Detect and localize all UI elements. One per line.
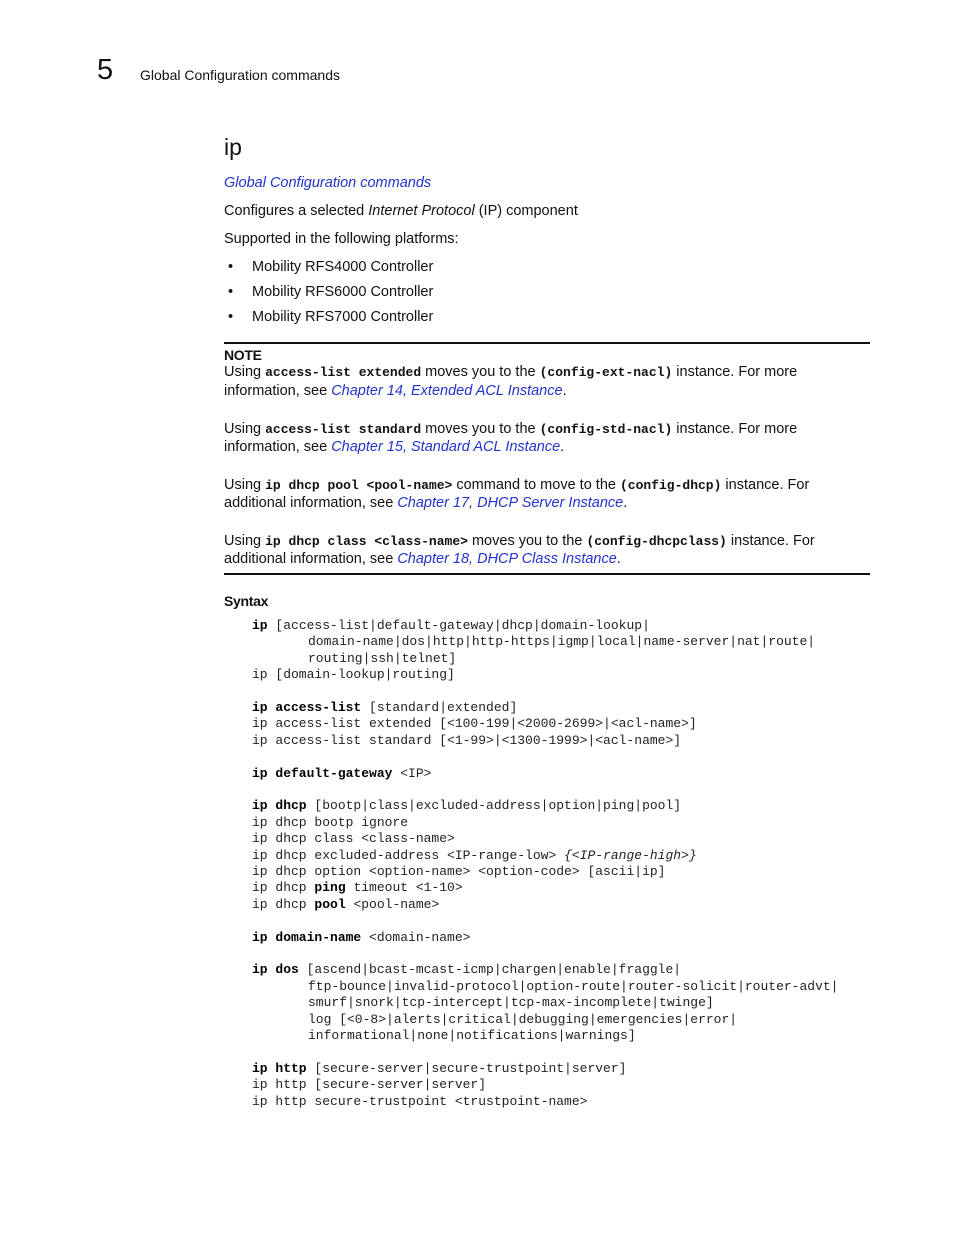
code-line: domain-name|dos|http|http-https|igmp|local|name-server|nat|route| xyxy=(308,634,816,650)
code-line xyxy=(252,880,839,896)
note-text: command to move to the xyxy=(452,477,620,493)
code-line: ip access-list standard [<1-99>|<1300-1999>|<acl-name>] xyxy=(252,732,682,748)
code-line xyxy=(252,848,839,864)
note-item-3-line-1 xyxy=(224,476,809,495)
code-text: [ascend|bcast-mcast-icmp|chargen|enable|fraggle| xyxy=(298,962,682,978)
code-line: ftp-bounce|invalid-protocol|option-route|router-solicit|router-advt| xyxy=(308,978,839,994)
chapter-number: 5 xyxy=(97,54,114,86)
note-instance: (config-ext-nacl) xyxy=(539,365,673,380)
code-gap xyxy=(252,946,839,962)
code-keyword: pool xyxy=(314,896,346,912)
chapter-title: Global Configuration commands xyxy=(140,67,340,83)
code-line: ip [domain-lookup|routing] xyxy=(252,667,455,683)
note-item-4-line-2 xyxy=(224,550,621,568)
note-text: Using xyxy=(224,533,266,549)
note-item-1-line-1 xyxy=(224,363,797,382)
code-optional: {<IP-range-high>} xyxy=(564,847,697,863)
note-instance: (config-dhcpclass) xyxy=(586,534,727,549)
breadcrumb-link[interactable]: Global Configuration commands xyxy=(224,175,432,191)
note-text: moves you to the xyxy=(421,421,540,437)
code-text: <domain-name> xyxy=(361,929,471,945)
note-command: access-list standard xyxy=(265,422,422,437)
note-instance: (config-dhcp) xyxy=(619,478,722,493)
page-title: ip xyxy=(224,134,242,160)
note-text: Using xyxy=(224,364,266,380)
code-text: ip dhcp excluded-address <IP-range-low> xyxy=(252,847,565,863)
note-text: . xyxy=(560,439,565,455)
code-line: log [<0-8>|alerts|critical|debugging|emergencies|error| xyxy=(308,1011,738,1027)
code-gap xyxy=(252,1044,839,1060)
code-line: ip dhcp option <option-name> <option-code> [ascii|ip] xyxy=(252,864,666,880)
syntax-label: Syntax xyxy=(224,593,269,609)
note-item-4-line-1 xyxy=(224,532,815,551)
code-line xyxy=(252,766,839,782)
code-line: ip access-list extended [<100-199|<2000-2699>|<acl-name>] xyxy=(252,716,697,732)
note-text: . xyxy=(616,551,621,567)
list-item: Mobility RFS6000 Controller xyxy=(252,284,434,300)
code-text: [access-list|default-gateway|dhcp|domain-lookup| xyxy=(267,618,650,633)
code-line: ip dhcp class <class-name> xyxy=(252,831,455,847)
code-keyword: ip dhcp xyxy=(252,798,307,814)
description xyxy=(224,202,578,220)
code-keyword: ip dos xyxy=(252,962,299,978)
note-item-3-line-2 xyxy=(224,494,627,512)
chapter-14-link[interactable]: Chapter 14, Extended ACL Instance xyxy=(331,383,563,399)
note-label: NOTE xyxy=(224,347,262,363)
note-text: instance. For xyxy=(721,477,810,493)
code-line xyxy=(252,1061,839,1077)
syntax-code-block xyxy=(252,618,839,1110)
bullet-icon: • xyxy=(228,284,234,300)
code-gap xyxy=(252,684,839,700)
note-text: moves you to the xyxy=(467,533,587,549)
code-line xyxy=(252,897,839,913)
note-text: . xyxy=(623,495,628,511)
note-text: . xyxy=(562,383,567,399)
description-pre: Configures a selected xyxy=(224,203,369,219)
code-keyword: ping xyxy=(314,880,346,896)
note-item-2-line-2 xyxy=(224,438,564,456)
code-text: [bootp|class|excluded-address|option|ping|pool] xyxy=(306,798,682,814)
code-text: ip dhcp xyxy=(252,896,315,912)
chapter-15-link[interactable]: Chapter 15, Standard ACL Instance xyxy=(331,439,561,455)
code-text: [standard|extended] xyxy=(361,700,518,716)
code-text: <IP> xyxy=(392,765,432,781)
code-line: smurf|snork|tcp-intercept|tcp-max-incomplete|twinge] xyxy=(308,995,714,1011)
code-line: routing|ssh|telnet] xyxy=(308,650,457,666)
code-line: ip dhcp bootp ignore xyxy=(252,814,409,830)
note-text: Using xyxy=(224,421,266,437)
note-top-rule xyxy=(224,342,870,344)
code-gap xyxy=(252,913,839,929)
code-text: timeout <1-10> xyxy=(345,880,463,896)
note-text: information, see xyxy=(224,383,332,399)
list-item: Mobility RFS4000 Controller xyxy=(252,259,434,275)
code-keyword: ip http xyxy=(252,1060,307,1076)
note-bottom-rule xyxy=(224,573,870,575)
code-line xyxy=(252,930,839,946)
note-command: ip dhcp class <class-name> xyxy=(265,534,468,549)
code-text: ip dhcp xyxy=(252,880,315,896)
description-em: Internet Protocol xyxy=(368,203,475,219)
code-line xyxy=(252,618,839,634)
code-text: <pool-name> xyxy=(345,896,440,912)
note-text: moves you to the xyxy=(421,364,540,380)
note-text: Using xyxy=(224,477,266,493)
code-line xyxy=(252,700,839,716)
code-keyword: ip xyxy=(252,618,268,633)
note-text: information, see xyxy=(224,439,332,455)
note-command: ip dhcp pool <pool-name> xyxy=(265,478,453,493)
code-line: informational|none|notifications|warnings] xyxy=(308,1028,636,1044)
chapter-18-link[interactable]: Chapter 18, DHCP Class Instance xyxy=(397,551,617,567)
code-line xyxy=(252,962,839,978)
note-instance: (config-std-nacl) xyxy=(539,422,673,437)
note-item-2-line-1 xyxy=(224,420,797,439)
note-text: instance. For more xyxy=(672,364,798,380)
bullet-icon: • xyxy=(228,309,234,325)
note-text: additional information, see xyxy=(224,551,398,567)
note-text: additional information, see xyxy=(224,495,398,511)
code-keyword: ip access-list xyxy=(252,700,362,716)
code-line: ip http secure-trustpoint <trustpoint-name> xyxy=(252,1093,588,1109)
chapter-17-link[interactable]: Chapter 17, DHCP Server Instance xyxy=(397,495,624,511)
platforms-intro: Supported in the following platforms: xyxy=(224,231,459,247)
code-gap xyxy=(252,749,839,765)
note-command: access-list extended xyxy=(265,365,422,380)
note-text: instance. For xyxy=(726,533,815,549)
code-text: [secure-server|secure-trustpoint|server] xyxy=(306,1060,627,1076)
bullet-icon: • xyxy=(228,259,234,275)
code-keyword: ip default-gateway xyxy=(252,765,393,781)
list-item: Mobility RFS7000 Controller xyxy=(252,309,434,325)
description-post: (IP) component xyxy=(474,203,578,219)
note-text: instance. For more xyxy=(672,421,798,437)
note-item-1-line-2 xyxy=(224,382,567,400)
code-line: ip http [secure-server|server] xyxy=(252,1077,487,1093)
code-gap xyxy=(252,782,839,798)
code-keyword: ip domain-name xyxy=(252,929,362,945)
code-line xyxy=(252,798,839,814)
